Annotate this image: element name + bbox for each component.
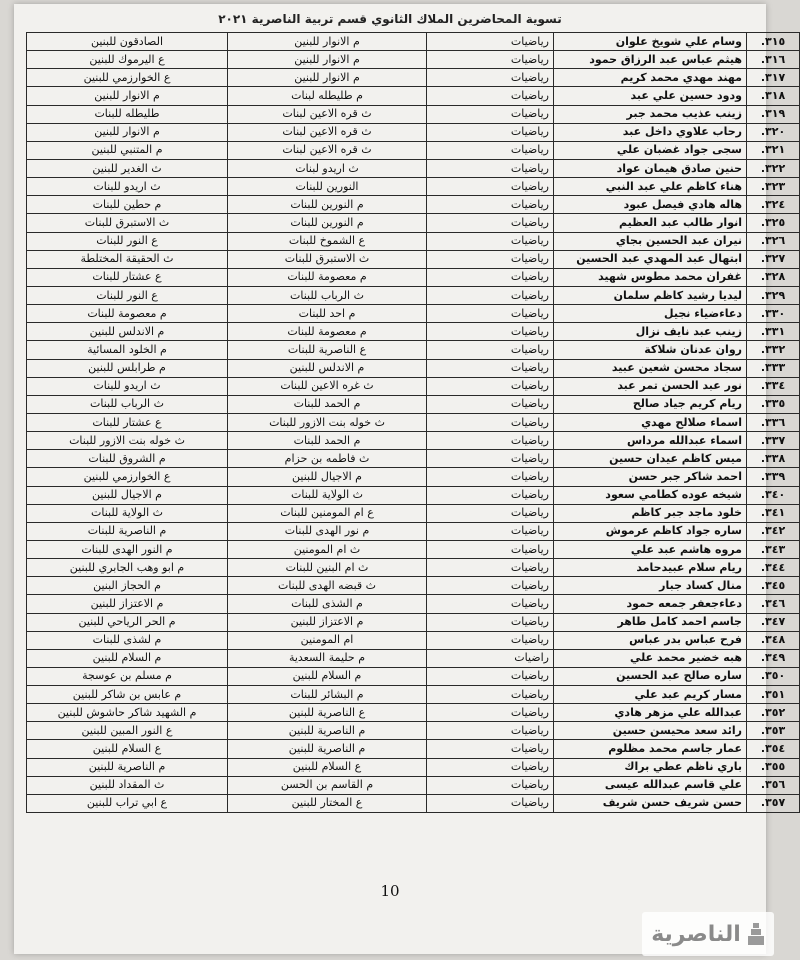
table-row [27,51,800,69]
school-from-cell: ث الاستبرق للبنات [228,250,427,268]
subject-cell: رياضيات [427,87,554,105]
school-from-cell: ع الناصرية للبنات [228,341,427,359]
subject-cell: رياضيات [427,776,554,794]
row-number-cell: ٣٥٤. [747,740,800,758]
teacher-name-cell: ليديا رشيد كاظم سلمان [554,286,747,304]
school-from-cell: ث قره الاعين لبنات [228,141,427,159]
table-row [27,305,800,323]
row-number-cell: ٣٣٩. [747,468,800,486]
school-to-cell: م الناصرية للبنات [27,522,228,540]
subject-cell: رياضيات [427,105,554,123]
school-from-cell: م البشائر للبنات [228,686,427,704]
school-to-cell: م السلام للبنين [27,649,228,667]
school-from-cell: ث خوله بنت الازور للبنات [228,413,427,431]
teacher-name-cell: خلود ماجد جبر كاظم [554,504,747,522]
subject-cell: رياضيات [427,722,554,740]
row-number-cell: ٣٤٣. [747,540,800,558]
subject-cell: رياضيات [427,250,554,268]
subject-cell: رياضيات [427,432,554,450]
school-from-cell: م الانوار للبنين [228,33,427,51]
subject-cell: رياضيات [427,141,554,159]
table-row [27,522,800,540]
teacher-name-cell: عمار جاسم محمد مظلوم [554,740,747,758]
page-number: 10 [380,882,400,900]
teacher-name-cell: ساره جواد كاظم عرموش [554,522,747,540]
teacher-name-cell: هبه خضير محمد علي [554,649,747,667]
school-to-cell: طليطله للبنات [27,105,228,123]
school-to-cell: ع النور المبين للبنين [27,722,228,740]
watermark-logo [642,912,774,956]
table-row [27,613,800,631]
row-number-cell: ٣٢٥. [747,214,800,232]
table-row [27,123,800,141]
school-to-cell: م الناصرية للبنين [27,758,228,776]
subject-cell: رياضيات [427,51,554,69]
school-from-cell: م القاسم بن الحسن [228,776,427,794]
subject-cell: رياضيات [427,595,554,613]
row-number-cell: ٣٥٧. [747,794,800,812]
teacher-name-cell: مسار كريم عبد علي [554,686,747,704]
school-from-cell: ث قره الاعين لبنات [228,123,427,141]
row-number-cell: ٣١٩. [747,105,800,123]
school-from-cell: م الناصرية للبنين [228,740,427,758]
school-to-cell: ع اليرموك للبنين [27,51,228,69]
table-row [27,631,800,649]
row-number-cell: ٣٢٠. [747,123,800,141]
row-number-cell: ٣٥١. [747,686,800,704]
table-row [27,178,800,196]
subject-cell: رياضيات [427,268,554,286]
school-from-cell: م السلام للبنين [228,667,427,685]
row-number-cell: ٣٤٥. [747,577,800,595]
subject-cell: رياضيات [427,758,554,776]
teacher-name-cell: سجاد محسن شعين عبيد [554,359,747,377]
school-to-cell: م الحر الرياحي للبنين [27,613,228,631]
table-row [27,468,800,486]
row-number-cell: ٣٥٦. [747,776,800,794]
table-body [27,33,800,813]
school-from-cell: م الاعتزاز للبنين [228,613,427,631]
table-row [27,250,800,268]
subject-cell: رياضيات [427,395,554,413]
logo-text: الناصرية [651,921,741,947]
school-from-cell: ع المختار للبنين [228,794,427,812]
teacher-name-cell: هاله هادي فيصل عبود [554,196,747,214]
row-number-cell: ٣٤٢. [747,522,800,540]
teacher-name-cell: جاسم احمد كامل طاهر [554,613,747,631]
teacher-name-cell: عبدالله علي مزهر هادي [554,704,747,722]
school-from-cell: ع ام المومنين للبنات [228,504,427,522]
school-from-cell: م الحمد للبنات [228,432,427,450]
row-number-cell: ٣٢٨. [747,268,800,286]
school-to-cell: ث الرباب للبنات [27,395,228,413]
school-to-cell: م الاجيال للبنين [27,486,228,504]
table-row [27,33,800,51]
table-row [27,686,800,704]
teacher-name-cell: منال كساد جبار [554,577,747,595]
school-from-cell: ث فاطمه بن حزام [228,450,427,468]
table-row [27,758,800,776]
school-to-cell: م المتنبي للبنين [27,141,228,159]
school-to-cell: م عابس بن شاكر للبنين [27,686,228,704]
subject-cell: رياضيات [427,323,554,341]
school-to-cell: ع النور للبنات [27,232,228,250]
teacher-name-cell: هيثم عباس عبد الرزاق حمود [554,51,747,69]
table-row [27,450,800,468]
subject-cell: رياضيات [427,359,554,377]
teacher-name-cell: سجى جواد غضبان علي [554,141,747,159]
teacher-name-cell: مهند مهدي محمد كريم [554,69,747,87]
teacher-name-cell: زينب عذيب محمد جبر [554,105,747,123]
school-to-cell: م الانوار للبنين [27,87,228,105]
table-row [27,432,800,450]
teacher-name-cell: غفران محمد مطوس شهيد [554,268,747,286]
table-row [27,722,800,740]
row-number-cell: ٣٣٨. [747,450,800,468]
school-to-cell: ث الحقيقة المختلطة [27,250,228,268]
teacher-name-cell: ابتهال عبد المهدي عبد الحسين [554,250,747,268]
subject-cell: رياضيات [427,613,554,631]
table-row [27,196,800,214]
school-to-cell: ع الخوارزمي للبنين [27,69,228,87]
subject-cell: رياضيات [427,305,554,323]
school-from-cell: ع الشموخ للبنات [228,232,427,250]
teacher-name-cell: اسماء صلالح مهدي [554,413,747,431]
subject-cell: رياضيات [427,486,554,504]
table-row [27,323,800,341]
school-from-cell: م نور الهدى للبنات [228,522,427,540]
school-from-cell: م الحمد للبنات [228,395,427,413]
school-from-cell: م احد للبنات [228,305,427,323]
school-from-cell: ث غره الاعين للبنات [228,377,427,395]
school-to-cell: ع عشتار للبنات [27,413,228,431]
school-from-cell: م الناصرية للبنين [228,722,427,740]
teacher-name-cell: حنين صادق هيمان عواد [554,159,747,177]
school-to-cell: م الخلود المسائية [27,341,228,359]
school-from-cell: ث قبضه الهدى للبنات [228,577,427,595]
teacher-name-cell: نور عبد الحسن تمر عبد [554,377,747,395]
row-number-cell: ٣٥٢. [747,704,800,722]
teacher-name-cell: ودود حسين علي عبد [554,87,747,105]
row-number-cell: ٣٣٧. [747,432,800,450]
document-page [14,4,786,954]
teacher-name-cell: رائد سعد محيسن حسين [554,722,747,740]
table-row [27,87,800,105]
school-to-cell: م مسلم بن عوسجة [27,667,228,685]
teacher-name-cell: فرح عباس بدر عباس [554,631,747,649]
teacher-name-cell: هناء كاظم علي عبد النبي [554,178,747,196]
subject-cell: رياضيات [427,413,554,431]
school-to-cell: م الشهيد شاكر حاشوش للبنين [27,704,228,722]
teacher-name-cell: دعاءجعفر جمعه حمود [554,595,747,613]
table-row [27,413,800,431]
row-number-cell: ٣٤٦. [747,595,800,613]
table-row [27,504,800,522]
school-from-cell: ث اريدو لبنات [228,159,427,177]
table-row [27,159,800,177]
table-row [27,232,800,250]
subject-cell: رياضيات [427,214,554,232]
table-row [27,359,800,377]
row-number-cell: ٣٢٢. [747,159,800,177]
school-to-cell: م لشذى للبنات [27,631,228,649]
school-from-cell: م النورين للبنات [228,214,427,232]
subject-cell: رياضيات [427,468,554,486]
school-to-cell: ع النور للبنات [27,286,228,304]
teacher-name-cell: ريام كريم جياد صالح [554,395,747,413]
school-from-cell: م معصومة للبنات [228,268,427,286]
subject-cell: رياضيات [427,196,554,214]
school-to-cell: ث المقداد للبنين [27,776,228,794]
row-number-cell: ٣٣٥. [747,395,800,413]
table-row [27,377,800,395]
school-from-cell: ث ام المومنين [228,540,427,558]
table-row [27,341,800,359]
transfer-table [26,32,800,813]
school-from-cell: ث ام البنين للبنات [228,559,427,577]
subject-cell: رياضيات [427,577,554,595]
school-to-cell: م الاعتزاز للبنين [27,595,228,613]
row-number-cell: ٣٢٣. [747,178,800,196]
table-row [27,286,800,304]
subject-cell: رياضيات [427,522,554,540]
row-number-cell: ٣٥٥. [747,758,800,776]
teacher-name-cell: ريام سلام عبيدحامد [554,559,747,577]
row-number-cell: ٣٢٤. [747,196,800,214]
teacher-name-cell: شيخه عوده كطامي سعود [554,486,747,504]
teacher-name-cell: مروه هاشم عبد علي [554,540,747,558]
subject-cell: رياضيات [427,740,554,758]
table-row [27,794,800,812]
school-from-cell: ث الرباب للبنات [228,286,427,304]
table-row [27,540,800,558]
row-number-cell: ٣٣٢. [747,341,800,359]
school-to-cell: م الشروق للبنات [27,450,228,468]
row-number-cell: ٣٤٨. [747,631,800,649]
row-number-cell: ٣٥٣. [747,722,800,740]
teacher-name-cell: وسام علي شويخ علوان [554,33,747,51]
school-to-cell: م حطين للبنات [27,196,228,214]
school-from-cell: م النورين للبنات [228,196,427,214]
teacher-name-cell: نيران عبد الحسين بجاي [554,232,747,250]
teacher-name-cell: ميس كاظم عيدان حسين [554,450,747,468]
school-to-cell: ع ابي تراب للبنين [27,794,228,812]
teacher-name-cell: انوار طالب عبد العظيم [554,214,747,232]
teacher-name-cell: روان عدنان شلاكة [554,341,747,359]
subject-cell: رياضيات [427,704,554,722]
subject-cell: رياضيات [427,377,554,395]
subject-cell: رياضيات [427,159,554,177]
school-to-cell: ع السلام للبنين [27,740,228,758]
teacher-name-cell: رحاب علاوي داخل عبد [554,123,747,141]
school-to-cell: م الانوار للبنين [27,123,228,141]
school-to-cell: ع عشتار للبنات [27,268,228,286]
subject-cell: رياضيات [427,178,554,196]
school-to-cell: م طرابلس للبنين [27,359,228,377]
subject-cell: رياضيات [427,450,554,468]
school-from-cell: م معصومة للبنات [228,323,427,341]
school-to-cell: ث اريدو للبنات [27,178,228,196]
table-row [27,595,800,613]
school-to-cell: ث اريدو للبنات [27,377,228,395]
subject-cell: رياضيات [427,686,554,704]
school-to-cell: ث الاستبرق للبنات [27,214,228,232]
subject-cell: رياضيات [427,69,554,87]
row-number-cell: ٣٢٧. [747,250,800,268]
school-from-cell: ع السلام للبنين [228,758,427,776]
table-row [27,776,800,794]
school-from-cell: م الشذى للبنات [228,595,427,613]
table-row [27,141,800,159]
table-row [27,740,800,758]
row-number-cell: ٣١٥. [747,33,800,51]
row-number-cell: ٣١٧. [747,69,800,87]
row-number-cell: ٣٤٠. [747,486,800,504]
table-row [27,667,800,685]
teacher-name-cell: زينب عبد نايف نزال [554,323,747,341]
school-to-cell: ث الغدير للبنين [27,159,228,177]
subject-cell: رياضيات [427,559,554,577]
table-row [27,69,800,87]
row-number-cell: ٣٢١. [747,141,800,159]
school-from-cell: م الانوار للبنين [228,69,427,87]
subject-cell: رياضيات [427,794,554,812]
school-from-cell: ع الناصرية للبنين [228,704,427,722]
school-from-cell: ث الولاية للبنات [228,486,427,504]
row-number-cell: ٣٤٤. [747,559,800,577]
row-number-cell: ٣٣٠. [747,305,800,323]
teacher-name-cell: اسماء عبدالله مرداس [554,432,747,450]
ziggurat-icon [747,921,765,947]
subject-cell: رياضيات [427,232,554,250]
table-row [27,105,800,123]
row-number-cell: ٣٢٩. [747,286,800,304]
row-number-cell: ٣٣٦. [747,413,800,431]
subject-cell: رياضيات [427,341,554,359]
school-to-cell: م معصومة للبنات [27,305,228,323]
row-number-cell: ٣١٨. [747,87,800,105]
table-row [27,649,800,667]
teacher-name-cell: دعاءضياء نجيل [554,305,747,323]
table-row [27,577,800,595]
row-number-cell: ٣٣١. [747,323,800,341]
school-from-cell: م الانوار للبنين [228,51,427,69]
table-row [27,268,800,286]
subject-cell: رياضيات [427,540,554,558]
school-from-cell: ام المومنين [228,631,427,649]
table-row [27,214,800,232]
row-number-cell: ٣٤٧. [747,613,800,631]
school-from-cell: م طليطله لبنات [228,87,427,105]
school-from-cell: ث قره الاعين لبنات [228,105,427,123]
table-row [27,704,800,722]
subject-cell: رياضيات [427,631,554,649]
teacher-name-cell: احمد شاكر جبر حسن [554,468,747,486]
page-title: تسوية المحاضرين الملاك الثانوي قسم تربية الناصرية ٢٠٢١ [218,12,562,26]
subject-cell: رياضيات [427,123,554,141]
school-to-cell: م الاندلس للبنين [27,323,228,341]
table-row [27,486,800,504]
school-to-cell: ع الخوارزمي للبنين [27,468,228,486]
row-number-cell: ٣٣٣. [747,359,800,377]
school-from-cell: م الاندلس للبنين [228,359,427,377]
subject-cell: راضيات [427,649,554,667]
row-number-cell: ٣٣٤. [747,377,800,395]
teacher-name-cell: علي قاسم عبدالله عيسى [554,776,747,794]
row-number-cell: ٣٥٠. [747,667,800,685]
table-row [27,395,800,413]
row-number-cell: ٣٤١. [747,504,800,522]
subject-cell: رياضيات [427,286,554,304]
teacher-name-cell: باري ناظم عطي براك [554,758,747,776]
school-to-cell: م النور الهدى للبنات [27,540,228,558]
school-to-cell: الصادقون للبنين [27,33,228,51]
subject-cell: رياضيات [427,33,554,51]
school-to-cell: ث خوله بنت الازور للبنات [27,432,228,450]
teacher-name-cell: حسن شريف حسن شريف [554,794,747,812]
school-to-cell: م ابو وهب الجابري للبنين [27,559,228,577]
subject-cell: رياضيات [427,667,554,685]
row-number-cell: ٣١٦. [747,51,800,69]
row-number-cell: ٣٤٩. [747,649,800,667]
school-from-cell: م حليمة السعدية [228,649,427,667]
school-to-cell: ث الولاية للبنات [27,504,228,522]
table-row [27,559,800,577]
school-to-cell: م الحجاز البنين [27,577,228,595]
school-from-cell: النورين للبنات [228,178,427,196]
subject-cell: رياضيات [427,504,554,522]
school-from-cell: م الاجيال للبنين [228,468,427,486]
row-number-cell: ٣٢٦. [747,232,800,250]
teacher-name-cell: ساره صالح عبد الحسين [554,667,747,685]
